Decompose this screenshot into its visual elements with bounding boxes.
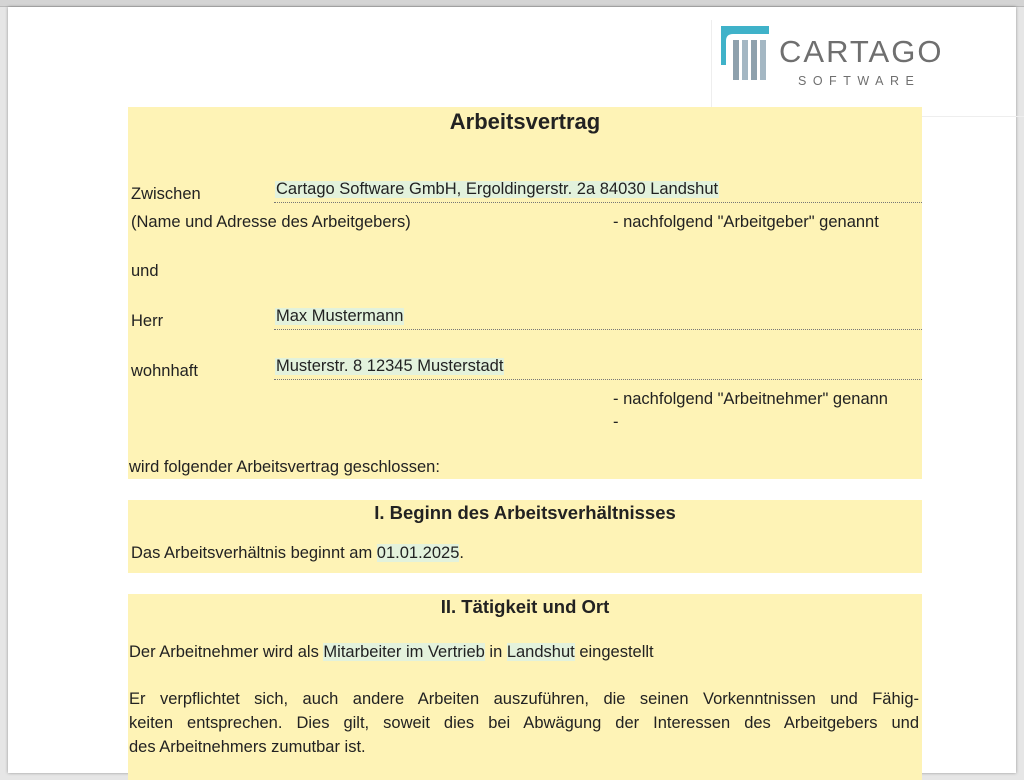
employee-address-value: Musterstr. 8 12345 Musterstadt: [276, 357, 504, 375]
logo-subtitle: SOFTWARE: [798, 74, 921, 88]
salutation-label: Herr: [131, 312, 164, 330]
document-page: [8, 7, 1016, 773]
employee-name-field[interactable]: [274, 304, 922, 330]
p2-line-1: Er verpflichtet sich, auch andere Arbeiten auszuführen, die seinen Vorkenntnissen und Fähig-: [129, 690, 919, 708]
employee-note: - nachfolgend "Arbeitnehmer" genann: [613, 391, 888, 408]
p2-line-2: keiten entsprechen. Dies gilt, soweit dies bei Abwägung der Interessen des Arbeitgebers und: [129, 714, 919, 732]
top-ruler: [0, 0, 1024, 7]
employer-value: Cartago Software GmbH, Ergoldingerstr. 2a 84030 Landshut: [276, 180, 719, 198]
conclusion-text: wird folgender Arbeitsvertrag geschlossen:: [129, 458, 440, 476]
section-activity-p2: [129, 687, 919, 759]
section-start: [128, 500, 922, 573]
employee-name-value: Max Mustermann: [276, 307, 404, 325]
p2-line-3: des Arbeitnehmers zumutbar ist.: [129, 738, 366, 756]
employer-field[interactable]: [274, 177, 922, 203]
section-start-heading: I. Beginn des Arbeitsverhältnisses: [374, 502, 676, 523]
location-field[interactable]: Landshut: [506, 643, 575, 661]
parties-section: [128, 107, 922, 479]
employee-address-field[interactable]: [274, 354, 922, 380]
logo-wordmark: CARTAGO: [779, 34, 944, 69]
employer-caption: (Name und Adresse des Arbeitgebers): [131, 213, 411, 231]
section-activity-heading: II. Tätigkeit und Ort: [440, 596, 610, 617]
section-start-text: Das Arbeitsverhältnis beginnt am 01.01.2025.: [131, 544, 464, 562]
section-activity: [128, 594, 922, 780]
company-logo: [711, 20, 1024, 117]
residence-label: wohnhaft: [131, 362, 198, 380]
cartago-logo-icon: [718, 23, 772, 83]
employer-note: - nachfolgend "Arbeitgeber" genannt: [613, 214, 879, 231]
employee-note-dash: -: [613, 413, 619, 431]
section-activity-p1: Der Arbeitnehmer wird als Mitarbeiter im Vertrieb in Landshut eingestellt: [129, 643, 654, 661]
and-label: und: [131, 262, 159, 280]
between-label: Zwischen: [131, 185, 201, 203]
start-date-field[interactable]: 01.01.2025: [376, 544, 460, 562]
position-field[interactable]: Mitarbeiter im Vertrieb: [323, 643, 485, 661]
document-title: Arbeitsvertrag: [449, 109, 601, 134]
